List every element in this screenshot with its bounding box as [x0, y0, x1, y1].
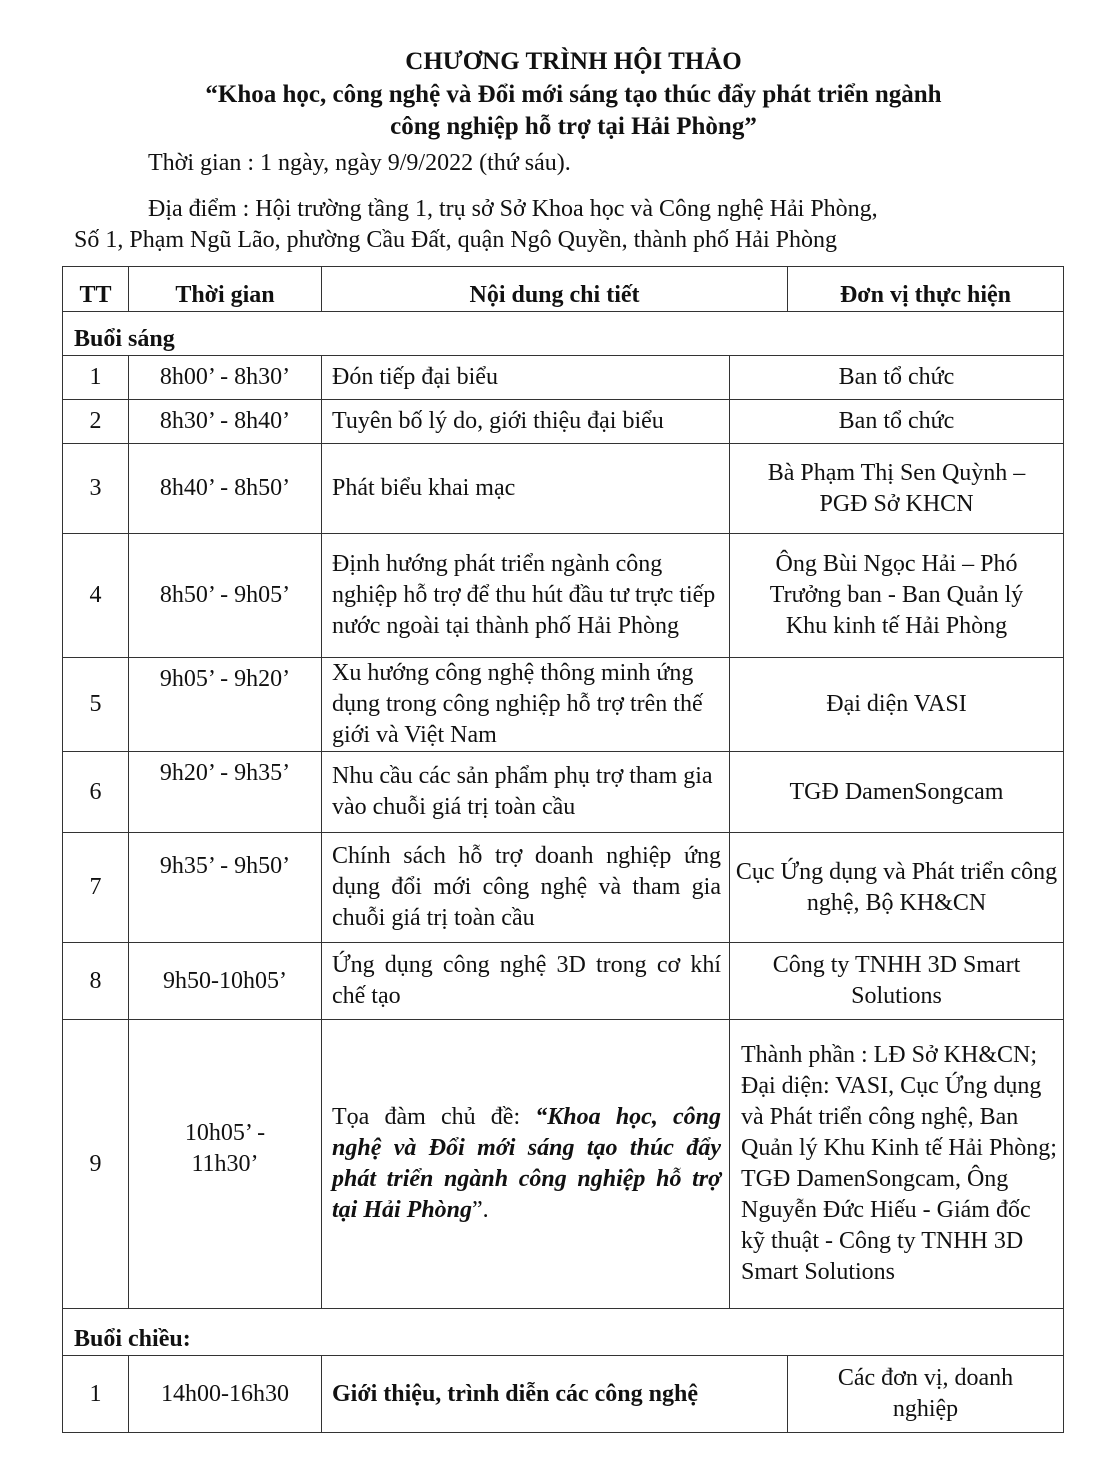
row-unit: Ông Bùi Ngọc Hải – Phó Trưởng ban - Ban Quản lý Khu kinh tế Hải Phòng — [729, 533, 1064, 657]
row-unit: Ban tổ chức — [729, 399, 1064, 443]
header-time: Thời gian — [128, 266, 321, 311]
table-row — [62, 399, 1064, 443]
row-content: Chính sách hỗ trợ doanh nghiệp ứng dụng đổi mới công nghệ và tham gia chuỗi giá trị toàn cầu — [321, 832, 729, 942]
row-tt: 4 — [62, 533, 128, 657]
section-morning-label: Buổi sáng — [62, 311, 1064, 355]
row-tt: 8 — [62, 942, 128, 1019]
document-subtitle-line-1: “Khoa học, công nghệ và Đổi mới sáng tạo thúc đẩy phát triển ngành — [205, 81, 942, 108]
row-content — [321, 1019, 729, 1308]
row-tt: 5 — [62, 657, 128, 751]
table-header-row — [62, 266, 1064, 311]
row-unit: Bà Phạm Thị Sen Quỳnh – PGĐ Sở KHCN — [729, 443, 1064, 533]
row-unit: Các đơn vị, doanh nghiệp — [787, 1355, 1064, 1432]
talk-suffix: ”. — [472, 1197, 489, 1223]
row-time: 8h40’ - 8h50’ — [128, 443, 321, 533]
row-time: 8h30’ - 8h40’ — [128, 399, 321, 443]
row-tt: 2 — [62, 399, 128, 443]
section-morning — [62, 311, 1064, 355]
header-tt: TT — [62, 266, 128, 311]
header-unit: Đơn vị thực hiện — [787, 266, 1064, 311]
row-time: 9h35’ - 9h50’ — [128, 832, 321, 942]
row-time: 8h00’ - 8h30’ — [128, 355, 321, 399]
row-content: Nhu cầu các sản phẩm phụ trợ tham gia vào chuỗi giá trị toàn cầu — [321, 751, 729, 832]
document-subtitle-line-2: công nghiệp hỗ trợ tại Hải Phòng” — [390, 113, 757, 140]
table-row — [62, 533, 1064, 657]
table-row — [62, 443, 1064, 533]
header-content: Nội dung chi tiết — [321, 266, 787, 311]
row-tt: 9 — [62, 1019, 128, 1308]
row-time: 8h50’ - 9h05’ — [128, 533, 321, 657]
row-content: Ứng dụng công nghệ 3D trong cơ khí chế tạo — [321, 942, 729, 1019]
row-time: 9h50-10h05’ — [128, 942, 321, 1019]
row-time: 9h05’ - 9h20’ — [128, 657, 321, 751]
event-time: Thời gian : 1 ngày, ngày 9/9/2022 (thứ sáu). — [148, 150, 571, 176]
row-time: 14h00-16h30 — [128, 1355, 321, 1432]
table-row — [62, 751, 1064, 832]
section-afternoon-label: Buổi chiều: — [62, 1308, 1064, 1355]
row-content: Tuyên bố lý do, giới thiệu đại biểu — [321, 399, 729, 443]
row-time: 9h20’ - 9h35’ — [128, 751, 321, 832]
row-tt: 1 — [62, 1355, 128, 1432]
table-row — [62, 1019, 1064, 1308]
table-row — [62, 657, 1064, 751]
row-tt: 1 — [62, 355, 128, 399]
row-content: Giới thiệu, trình diễn các công nghệ — [321, 1355, 787, 1432]
talk-topic: “Khoa học, công nghệ và Đổi mới sáng tạo thúc đẩy phát triển ngành công nghiệp hỗ trợ tại Hải Phòng — [332, 1104, 721, 1223]
table-row — [62, 942, 1064, 1019]
row-content: Xu hướng công nghệ thông minh ứng dụng trong công nghiệp hỗ trợ trên thế giới và Việt Nam — [321, 657, 729, 751]
row-unit: Thành phần : LĐ Sở KH&CN; Đại diện: VASI, Cục Ứng dụng và Phát triển công nghệ, Ban Quản lý Khu Kinh tế Hải Phòng; TGĐ DamenSongcam, Ông Nguyễn Đức Hiếu - Giám đốc kỹ thuật - Công ty TNHH 3D Smart Solutions — [729, 1019, 1064, 1308]
row-unit: Công ty TNHH 3D Smart Solutions — [729, 942, 1064, 1019]
table-row — [62, 355, 1064, 399]
row-unit: Ban tổ chức — [729, 355, 1064, 399]
row-unit: Cục Ứng dụng và Phát triển công nghệ, Bộ KH&CN — [729, 832, 1064, 942]
row-content: Định hướng phát triển ngành công nghiệp hỗ trợ để thu hút đầu tư trực tiếp nước ngoài tại thành phố Hải Phòng — [321, 533, 729, 657]
row-tt: 3 — [62, 443, 128, 533]
table-bottom-border — [62, 1432, 1064, 1433]
event-place-line-1: Địa điểm : Hội trường tầng 1, trụ sở Sở Khoa học và Công nghệ Hải Phòng, — [148, 196, 878, 222]
table-row — [62, 1355, 1064, 1432]
section-afternoon — [62, 1308, 1064, 1355]
row-unit: TGĐ DamenSongcam — [729, 751, 1064, 832]
event-place-line-2: Số 1, Phạm Ngũ Lão, phường Cầu Đất, quận Ngô Quyền, thành phố Hải Phòng — [74, 227, 837, 253]
row-tt: 6 — [62, 751, 128, 832]
row-unit: Đại diện VASI — [729, 657, 1064, 751]
talk-prefix: Tọa đàm chủ đề: — [332, 1104, 536, 1130]
row-content: Phát biểu khai mạc — [321, 443, 729, 533]
row-content: Đón tiếp đại biểu — [321, 355, 729, 399]
row-tt: 7 — [62, 832, 128, 942]
row-time: 10h05’ - 11h30’ — [128, 1019, 321, 1308]
table-row — [62, 832, 1064, 942]
document-title: CHƯƠNG TRÌNH HỘI THẢO — [405, 48, 742, 75]
